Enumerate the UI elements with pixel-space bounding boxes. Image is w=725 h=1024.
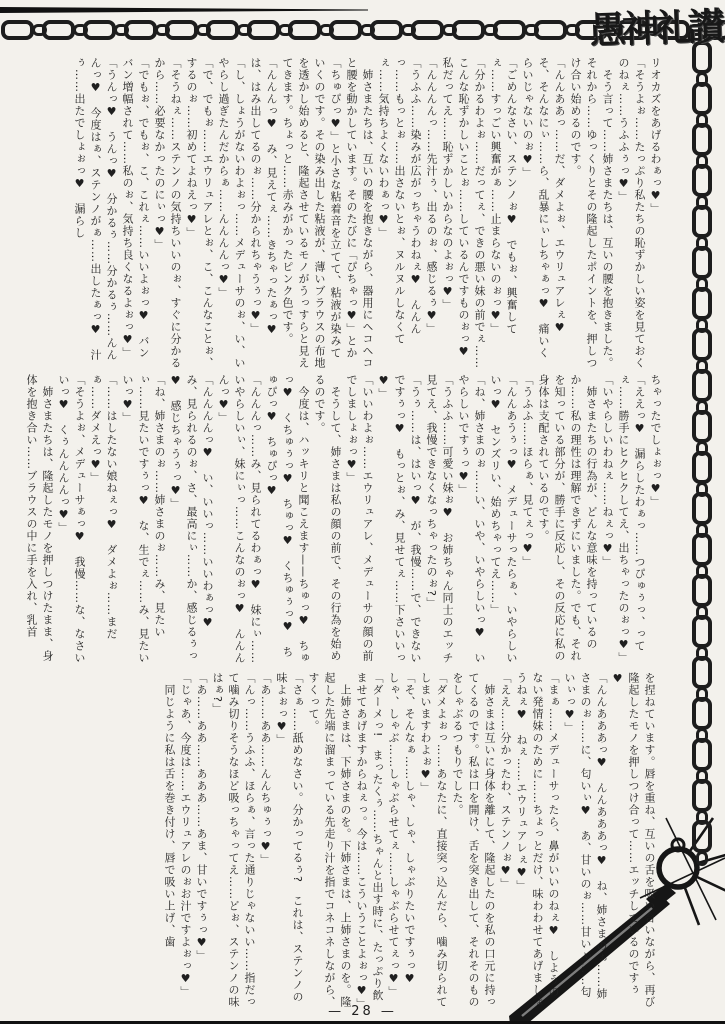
text-column: 今度は、ハッキリと聞こえます——ちゅっ♥ ちゅっ♥ くちゅぅっ♥ ちゅっ♥ くちゅぅっ♥ ちゅぴっ♥ ちゅぴっ♥ bbox=[265, 374, 310, 664]
text-column: 「ね、姉さまのぉ……姉さまのぉ……み、見たいぃ……見たいですぅっ♥ な、生でぇ……み、見たいいっ♥」 bbox=[121, 374, 166, 664]
text-column: 「うんっ♥ うんっ♥ 分かるぅ……分かるぅ……んんんっ♥ 今度はぁ、ステンノがぁ……出したぁっ♥ 汁ぅ……出たでしょぉっ♥ 漏らし bbox=[73, 57, 118, 361]
text-column: 「そうよぉ……たっぷり私たちの恥ずかしい姿を見ておくのねぇ……うふふぅっ♥」 bbox=[617, 57, 646, 369]
text-column: ちゃったでしょぉっ♥」 bbox=[649, 374, 662, 508]
text-column: 「うぅ……は、はいっ♥ が、我慢……で、できないですぅっ♥ もっとぉ、み、見せてぇ……下さいいっ♥」 bbox=[377, 374, 422, 664]
text-column: 「ね、姉さまのぉ……い、いや、いやらしいっ♥ いやらしいですぅっ♥」 bbox=[457, 374, 486, 664]
text-column: 上姉さまは、下姉さまのを。下姉さまは、上姉さまのを。隆起した先端に溜まっている先走り汁を指でコネコネしながら、すくって。 bbox=[307, 672, 352, 1008]
text-column: 「うふふ……ほらぁ、見てぇっ♥」 bbox=[521, 374, 534, 568]
text-column: 「うふふ……染みが広がっちゃうわねぇ♥ んんんっ……もっとぉ……出さないとぉ、ヌルヌルしなくてぇ……気持ちよくないわぁっ♥」 bbox=[377, 57, 422, 345]
text-column: 「んんああっ……だ、ダメよぉ、エウリュアレぇ♥ そ、そんなにぃ……ら、乱暴にぃしちゃぁっ♥ 痛いくらいじゃないのぉ♥」 bbox=[521, 57, 566, 359]
page-number: — 28 — bbox=[328, 1004, 397, 1019]
text-column: 「あ……ああ……んんちゅぅっ♥」 bbox=[259, 672, 272, 866]
text-band-bottom bbox=[57, 672, 657, 1008]
text-column: そう言って……姉さまたちは、互いの腰を抱きました。それから……ゆっくりとその隆起したポイントを、押しつけ合い始めるのです。 bbox=[569, 57, 614, 369]
text-column: 「んんんっ♥ み、見えてぇ……きちゃったぁっ♥ は、はみ出してるのぉ……分かられちゃうぅっ♥」 bbox=[249, 57, 278, 349]
text-column: そうして、姉さまは私の顔の前で、その行為を始めるのです。 bbox=[313, 374, 342, 662]
text-column: 「んんあうぅっ♥ メデューサったらぁ、いやらしいいっ♥ センズリい、始めちゃってえ……」 bbox=[489, 374, 518, 664]
text-column: 「んんんっ……み、見られてるわぁっ♥ 妹にぃ……いやらしいぃ、妹にぃっ……こんなのぉっ♥ んんんんっ♥」 bbox=[217, 374, 262, 664]
text-column: 「んんあああっ♥ んんあああっ♥ ね、姉さまのぉ……姉さまのぉ……に、匂いぃ♥ あ、甘いのぉ……甘いぃ……匂いぃっ♥」 bbox=[563, 672, 608, 1000]
text-band-middle bbox=[25, 374, 663, 664]
text-column: 姉さまは互いに身体を離して、隆起したのを私の口元に持ってくるのです。私は口を開け、舌を突き出して、それそのものをしゃぶるつもりでした。 bbox=[451, 672, 496, 1008]
text-column: 「そうよぉ、メデューサぁっ♥ 我慢……な、なさいいっ♥ くぅんんんんっ♥」 bbox=[57, 374, 86, 664]
text-column: 「……はしたない娘ねぇっ♥ ダメよぉ……まだぁ……ダメえっ♥」 bbox=[89, 374, 118, 640]
text-column: 姉さまたちは、隆起したモノを押しつけたまま、身体を抱き合い……ブラウスの中に手を入れ、乳首 bbox=[25, 374, 54, 662]
text-column: 「まぁ……メデューサったら、鼻がいいのねぇ♥ しようのない発情妹のために……ちょっとだけ、味わわせてあげましょうねぇ♥ ねぇ……エウリュアレぇ♥」 bbox=[515, 672, 560, 1008]
text-column: 姉さまたちは、互いの腰を抱きながら、器用にヘコヘコと腰を動かしています。そのたびに「ぴちゃっ♥」とか「ちゅぴっ♥」と小さな粘着音を立てて、粘液が染みていくのです。その染み出した粘液が、薄いブラウスの布地を透かし始めると、隆起させているモノがうっすらと見えてきます。ちょっと……赤みがかったピンク色です。 bbox=[281, 57, 374, 369]
text-column: 「んんんんっ……先汁ぅ、出るのぉ、感じるぅ♥」 bbox=[425, 57, 438, 335]
text-column: 「いやらしいわねぇ……ねぇっ♥」 bbox=[601, 374, 614, 568]
text-column: 「ええっ♥ 漏らしたわぁっ……つぴゅぅっ、ってぇ……勝手にヒクヒクしてえ、出ちゃったのぉっ♥」 bbox=[617, 374, 646, 664]
text-column: 「そうねぇ……ステンノの気持ちいいのぉ、すぐに分かるから……必要なかったのにぃっ♥」 bbox=[153, 57, 182, 369]
text-column: 「いいわよぉ……エウリュアレ、メデューサの顔の前でしましょぉっ♥」 bbox=[345, 374, 374, 662]
text-column: 「あ……ああ……あああ……あま、甘いですぅっ♥」 bbox=[195, 672, 208, 962]
text-column: 「ダメよぉっ……あなたに、直接突っ込んだら、噛み切られてしまいますわよぉ♥」 bbox=[419, 672, 448, 1008]
text-column: 姉さまたちの行為が、どんな意味を持っているのか……私の理性は理解できずにいました。でも、それを知っている部分が、勝手に反応し、その反応に私の身体は支配されているのです。 bbox=[537, 374, 598, 662]
title-logo: 愚神礼讃 bbox=[588, 3, 722, 53]
text-column: リオカズをあげるわぁっ♥」 bbox=[649, 57, 662, 215]
text-column: 「ダーメっ! まったくぅ……ちゃんと出す時に、たっぷり飲ませてあげますからねぇっ。今は……こういうことよぉっ♥」 bbox=[355, 672, 384, 1010]
text-column: を捏ねています。唇を重ね、互いの舌を吸い合いながら、再び隆起したモノを押しつけ合って……エッチしているのですぅ♥ bbox=[611, 672, 656, 1008]
text-column: 「んっ……うふふ、ほらぁ、言った通りじゃないい……指だって噛み切りそうなほど吸っちゃってえ……どぉ、ステンノの味はぁ?」 bbox=[211, 672, 256, 1008]
text-column: 「そ、そんなぁ……しゃ、しゃ、しゃぶりたいですぅっ♥ しゃ、しゃぶ……しゃぶらせてぇ……しゃぶらせてぇっ♥」 bbox=[387, 672, 416, 998]
text-column: 「じゃあ、今度は……エウリュアレのぉお汁ですよぉっ♥」 bbox=[179, 672, 192, 998]
text-column: 「分かるわよぉ……だってぇ、できの悪い妹の前でぇ……こんな恥ずかしいことぉ……しているんですものぉっ♥ 私だってえ……恥ずかしいからなのよぉっ♥」 bbox=[441, 57, 486, 371]
text-column: 「んんんんっ♥ い、いいっ……いいわぁっ♥ み、見られるのぉ、さ、最高にぃ……か、感じるぅっ♥ 感じちゃうぅっ♥」 bbox=[169, 374, 214, 662]
text-column: 「ええ……分かったわ、ステンノぉ♥」 bbox=[499, 672, 512, 890]
text-column: 同じように私は舌を巻き付け、唇で吸い上げ、歯 bbox=[163, 672, 176, 948]
text-column: 「ごめんなさい、ステンノぉ♥ でもぉ、興奮してぇ……すっごい興奮がぁ……止まらないのぉっ♥」 bbox=[489, 57, 518, 335]
text-column: 「し、しょうがないわよぉっ……メデューサのぉ、い、いやらし過ぎたんだからぁ……んんんんっ♥」 bbox=[217, 57, 246, 369]
text-column: 「さぁ……舐めなさい。分かってるぅ? これは、ステンノの味よぉっ♥」 bbox=[275, 672, 304, 1003]
text-band-top bbox=[57, 57, 663, 369]
text-column: 「で、でもぉ……エウリュアレとぉ、こ、こんなことぉ、するのぉ……初めてよねえっ♥」 bbox=[185, 57, 214, 369]
text-column: 「でもぉ、でもぉ、こ、これぇ……いいよぉっ♥ バンバン増幅されて……私のぉ、気持ち良くなるよぉっ♥」 bbox=[121, 57, 150, 359]
text-column: 「うふふ……可愛い妹ぉ♥ お姉ちゃん同士のエッチ見てえ、我慢できなくなっちゃったのぉ?」 bbox=[425, 374, 454, 664]
chain-border-right-icon bbox=[689, 40, 717, 860]
